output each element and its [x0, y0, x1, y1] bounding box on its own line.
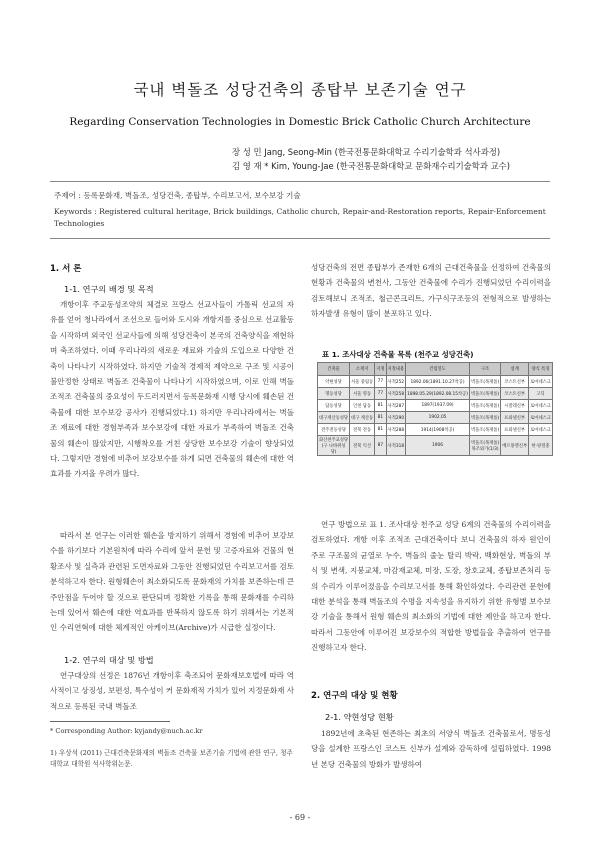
table-header-cell: 양식 특징 — [529, 363, 553, 376]
paragraph-subject-continued: 성당건축의 전면 종탑부가 존재한 6개의 근대건축물을 선정하여 건축물의 현황과 건축물의 변천사, 그동안 건축물에 수리가 진행되었던 수리이력을 검토해보니 조적조, 철근콘크리트, 가구식구조등의 전형적으로 발생하는 하자발생 유형이 많이 분포하고 있다. — [311, 263, 551, 319]
table-cell: 전북 익산 — [350, 436, 375, 456]
section-1-heading: 1. 서 론 — [50, 264, 82, 274]
table-cell: 코스트신부 — [501, 388, 529, 400]
table-row — [318, 400, 553, 412]
table-cell: 81 — [375, 424, 386, 436]
table-cell: 화산천주교성당 (구 나바위성당) — [319, 437, 349, 455]
section-1-1-heading: 1-1. 연구의 배경 및 목적 — [64, 284, 154, 294]
table-cell: 로마네스크 — [529, 400, 553, 412]
table-cell: 프와넬신부 — [501, 424, 529, 436]
table-cell: 77 — [375, 376, 386, 388]
table-header-cell: 지정내용 — [386, 363, 406, 376]
section-1-2-heading: 1-2. 연구의 대상 및 방법 — [64, 655, 154, 665]
keywords-top-rule — [50, 181, 550, 182]
paragraph-background: 개항이후 주교동성조약의 체결로 프랑스 선교사들이 가톨릭 선교의 자유를 얻어 청나라에서 조선으로 들어와 도시와 개항지를 중심으로 선교활동을 시작하며 외국인 선교사들에 의해 성당건축이 본국의 건축양식을 재현하며 축조하였다. 이때 우리나라의 새로운 재료와 기술의 도입으로 다양한 건축이 나타나기 시작하였다. 하지만 기술적 경제적 제약으로 구조 및 시공이 불안정한 상태로 벽돌조 건축물이 나타나기 시작하였으며, 이로 인해 벽돌 조적조 건축물의 중요성이 두드러지면서 등록문화재 시행 당시에 훼손된 건축물에 대한 보수보강 공사가 진행되었다.1) 하지만 우리나라에서는 벽돌조 재료에 대한 경험부족과 보수보강에 대한 자료가 부족하여 벽돌조 건축물의 훼손이 많았지만, 시행착오를 거친 상당한 보수보강 기술이 향상되었다. 그렇지만 경험에 비추어 보강보수를 하게 되면 건축물의 훼손에 대한 역효과를 가져올 우려가 많다. — [50, 300, 294, 479]
paragraph-subject-selection: 연구대상의 선정은 1876년 개항이후 축조되어 문화재보호법에 따라 역사적이고 상징성, 보편성, 특수성이 커 문화재적 가치가 있어 지정문화재 사적으로 등록된 국내 벽돌조 — [50, 671, 294, 711]
table-cell: 81 — [375, 400, 386, 412]
table-cell: 벽돌조(목재틀) — [469, 412, 500, 424]
table-cell: 시잘레신부 — [501, 400, 529, 412]
table-header-cell: 소재지 — [350, 363, 375, 376]
table-cell: 1902.05 — [406, 412, 470, 424]
table-cell: 로마네스크 — [529, 412, 553, 424]
table-cell: 코스트신부 — [501, 376, 529, 388]
table-cell: 서울 중림동 — [350, 376, 375, 388]
paper-subtitle-english: Regarding Conservation Technologies in Domestic Brick Catholic Church Architecture — [69, 116, 531, 128]
table-cell: 로마네스크 — [529, 376, 553, 388]
table-cell: 사적318 — [386, 436, 406, 456]
table-cell: 벽돌조(목재틀) — [469, 400, 500, 412]
table-cell: 대구계산동성당 — [318, 412, 350, 424]
table-cell: 전주전동성당 — [318, 424, 350, 436]
footnote-rule — [50, 721, 170, 722]
corresponding-author-note: * Corresponding Author: kyjandy@nuch.ac.kr — [50, 727, 203, 735]
table-cell: 답동성당 — [318, 400, 350, 412]
table-row — [318, 424, 553, 436]
table-cell: 대구 계산동 — [350, 412, 375, 424]
table-cell: 로마네스크 — [529, 424, 553, 436]
author-1: 장 성 민 Jang, Seong-Min (한국전통문화대학교 수리기술학과 석사과정) — [232, 147, 501, 157]
table-cell: 1906 — [406, 436, 470, 456]
paragraph-yakhyeon-status: 1892년에 초축된 현존하는 최초의 서양식 벽돌조 건축물로서, 명동성당을 설계한 프랑스인 코스트 신부가 설계와 감독하에 설립하였다. 1998년 본당 건축물의 방화가 발생하여 — [311, 729, 551, 769]
table-row — [318, 388, 553, 400]
table-cell: 사적288 — [386, 424, 406, 436]
table-cell: 벽돌조(목재틀) 목조와가(1/3) — [469, 436, 500, 456]
table-header-cell: 지정 — [375, 363, 386, 376]
table-cell: 고딕 — [529, 388, 553, 400]
table-cell: 사적258 — [386, 388, 406, 400]
table-header-row — [318, 363, 553, 376]
table-cell: 사적287 — [386, 400, 406, 412]
paragraph-method: 연구 방법으로 표 1. 조사대상 천주교 성당 6계의 건축물의 수리이력을 검토하였다. 개항 이후 조적조 근대건축이다 보니 건축물의 하자 원인이 주로 구조물의 균열로 누수, 벽돌의 줄눈 탈리 박락, 백화현상, 벽돌의 부식 및 변색, 지붕교체, 마감재교체, 미장, 도장, 창호교체, 종탑보존처리 등의 수리가 이루어졌음을 수리보고서를 통해 확인하였다. 수리관련 문헌에 대한 분석을 통해 벽돌조의 수명을 지속성을 유지하기 위한 유형별 보수보강 기술을 통해서 원형 훼손의 최소화의 기법에 대한 제안을 하고자 한다. 따라서 그동안에 이루어진 보강보수의 적합한 방법들을 추출하여 연구를 진행하고자 한다. — [311, 520, 551, 653]
table-header-cell: 건축물 — [318, 363, 350, 376]
table-cell: 명동성당 — [318, 388, 350, 400]
table-1-church-list — [317, 362, 553, 456]
table-cell: 한·양절충 — [529, 436, 553, 456]
table-header-cell: 설계 — [501, 363, 529, 376]
table-cell: 1892.06(1891.10.27착공) — [406, 376, 470, 388]
table-header-cell: 건립연도 — [406, 363, 470, 376]
author-2: 김 영 재 * Kim, Young-Jae (한국전통문화대학교 문화재수리기술학과 교수) — [232, 161, 511, 171]
paragraph-purpose: 따라서 본 연구는 이러한 훼손을 방지하기 위해서 경험에 비추어 보강보수를 하기보다 기본원칙에 따라 수리에 앞서 문헌 및 고증자료와 건물의 현황조사 및 실측과 관련된 도면자료와 그동안 진행되었던 수리보고서를 검토분석하고자 한다. 원형훼손이 최소화되도록 문화재의 가치를 보존하는데 큰 주안점을 두어야 할 것으로 판단되며 정확한 기록을 통해 문화재를 수리하는데 있어서 훼손에 대한 역효과를 반복하지 않도록 하기 위해서는 기본적인 수리연혁에 대한 체계적인 아케이브(Archive)가 시급한 실정이다. — [50, 531, 294, 633]
table-cell: 벽돌조(목재틀) — [469, 388, 500, 400]
page-number: - 69 - — [289, 813, 311, 822]
table-cell: 사적252 — [386, 376, 406, 388]
table-cell: 서울 명동 — [350, 388, 375, 400]
section-2-1-heading: 2-1. 약현성당 현황 — [325, 712, 394, 722]
table-cell: 전북 전동 — [350, 424, 375, 436]
table-row — [318, 412, 553, 424]
keywords-english: Keywords : Registered cultural heritage, Brick buildings, Catholic church, Repair-and-Restoration reports, Repair-Enforcement Technologies — [54, 207, 546, 228]
table-cell: 1897(1937.09) — [406, 400, 470, 412]
table-cell: 81 — [375, 412, 386, 424]
section-2-heading: 2. 연구의 대상 및 현황 — [311, 691, 398, 701]
table-cell: 프와넬신부 — [501, 412, 529, 424]
keywords-korean: 주제어 : 등록문화재, 벽돌조, 성당건축, 종탑부, 수리보고서, 보수보강 기술 — [54, 191, 301, 200]
table-cell: 77 — [375, 388, 386, 400]
table-cell: 1914(1908착공) — [406, 424, 470, 436]
table-cell: 1898.05.29(1892.08.15착공) — [406, 388, 470, 400]
paper-title: 국내 벽돌조 성당건축의 종탑부 보존기술 연구 — [133, 81, 467, 99]
table-header-cell: 구조 — [469, 363, 500, 376]
table-cell: 인천 답동 — [350, 400, 375, 412]
table-row — [318, 376, 553, 388]
table-row — [318, 436, 553, 456]
table-cell: 베르몽렐신부 — [501, 436, 529, 456]
table-cell: 벽돌조(목재틀) — [469, 424, 500, 436]
table-cell: 사적290 — [386, 412, 406, 424]
table-cell: 약현성당 — [318, 376, 350, 388]
table-cell: 벽돌조(목재틀) — [469, 376, 500, 388]
table-cell: 87 — [375, 436, 386, 456]
table-1-caption: 표 1. 조사대상 건축물 목록 (천주교 성당건축) — [322, 350, 474, 359]
footnote-1: 1) 우상석 (2011) 근대건축문화재의 벽돌조 건축물 보존기술 기법에 관한 연구, 청주대학교 대학원 석사학위논문. — [50, 749, 293, 768]
keywords-bottom-rule — [50, 238, 550, 239]
